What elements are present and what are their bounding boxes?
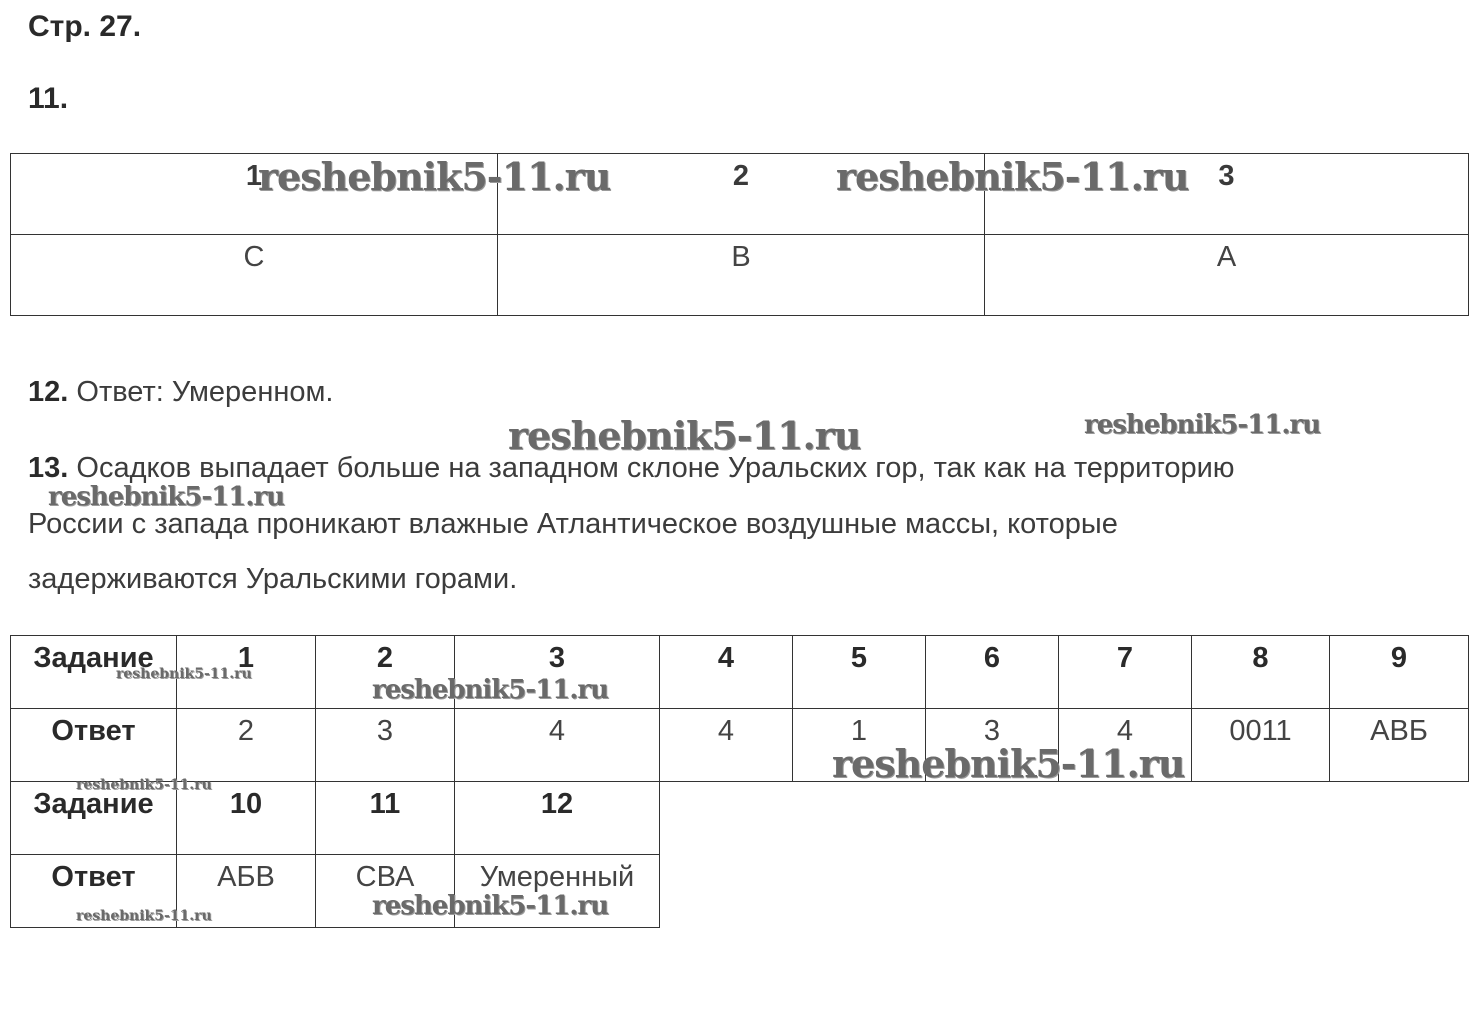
task-cell: 8 <box>1192 636 1330 709</box>
page-header: Стр. 27. <box>28 10 142 43</box>
task-cell: 7 <box>1059 636 1192 709</box>
watermark: reshebnik5-11.ru <box>116 666 252 682</box>
task-cell: 11 <box>316 782 455 855</box>
row-label-answer: Ответ <box>11 855 177 928</box>
watermark: reshebnik5-11.ru <box>372 891 609 921</box>
watermark: reshebnik5-11.ru <box>258 154 611 199</box>
answer-cell: АБВ <box>177 855 316 928</box>
table-row <box>11 709 1469 782</box>
answer-cell: 3 <box>316 709 455 782</box>
table-row <box>11 636 1469 709</box>
task-cell: 9 <box>1330 636 1469 709</box>
table-row <box>11 235 1469 316</box>
task-11-header-2: 2 <box>498 154 985 235</box>
watermark: reshebnik5-11.ru <box>1084 410 1321 440</box>
watermark: reshebnik5-11.ru <box>76 777 212 793</box>
task-13-text-1: Осадков выпадает больше на западном склоне Уральских гор, так как на территорию <box>76 452 1235 484</box>
task-cell: 2 <box>316 636 455 709</box>
answer-cell: АВБ <box>1330 709 1469 782</box>
table-row <box>11 855 1469 928</box>
watermark: reshebnik5-11.ru <box>508 413 861 458</box>
answer-cell: 2 <box>177 709 316 782</box>
task-13-line-1 <box>28 452 1235 485</box>
answer-cell: 3 <box>926 709 1059 782</box>
task-11-header-3: 3 <box>985 154 1469 235</box>
answer-cell: 4 <box>660 709 793 782</box>
row-label-task: Задание <box>11 782 177 855</box>
answer-cell: 1 <box>793 709 926 782</box>
answer-cell: 4 <box>455 709 660 782</box>
task-cell: 3 <box>455 636 660 709</box>
row-label-answer: Ответ <box>11 709 177 782</box>
task-12-number: 12. <box>28 376 69 408</box>
watermark: reshebnik5-11.ru <box>372 675 609 705</box>
task-13-number: 13. <box>28 452 69 484</box>
task-11-value-2: В <box>498 235 985 316</box>
table-row <box>11 154 1469 235</box>
empty-area <box>660 855 1469 928</box>
task-cell: 12 <box>455 782 660 855</box>
task-cell: 4 <box>660 636 793 709</box>
task-11-header-1: 1 <box>11 154 498 235</box>
task-11-table <box>10 153 1469 316</box>
task-11-value-1: С <box>11 235 498 316</box>
task-cell: 5 <box>793 636 926 709</box>
table-row <box>11 782 1469 855</box>
watermark: reshebnik5-11.ru <box>836 154 1189 199</box>
answer-cell: 4 <box>1059 709 1192 782</box>
row-label-task: Задание <box>11 636 177 709</box>
task-cell: 10 <box>177 782 316 855</box>
empty-area <box>660 782 1469 855</box>
answer-cell: 0011 <box>1192 709 1330 782</box>
answers-table <box>10 635 1469 928</box>
watermark: reshebnik5-11.ru <box>76 908 212 924</box>
watermark: reshebnik5-11.ru <box>832 741 1185 786</box>
task-12-paragraph <box>28 376 333 409</box>
task-cell: 1 <box>177 636 316 709</box>
task-11-value-3: А <box>985 235 1469 316</box>
task-12-text: Ответ: Умеренном. <box>76 376 334 408</box>
answer-cell: СВА <box>316 855 455 928</box>
task-11-number: 11. <box>28 82 69 115</box>
task-cell: 6 <box>926 636 1059 709</box>
answer-cell: Умеренный <box>455 855 660 928</box>
task-13-line-3: задерживаются Уральскими горами. <box>28 563 518 595</box>
watermark: reshebnik5-11.ru <box>48 482 285 512</box>
task-13-line-2: России с запада проникают влажные Атлантическое воздушные массы, которые <box>28 508 1118 540</box>
